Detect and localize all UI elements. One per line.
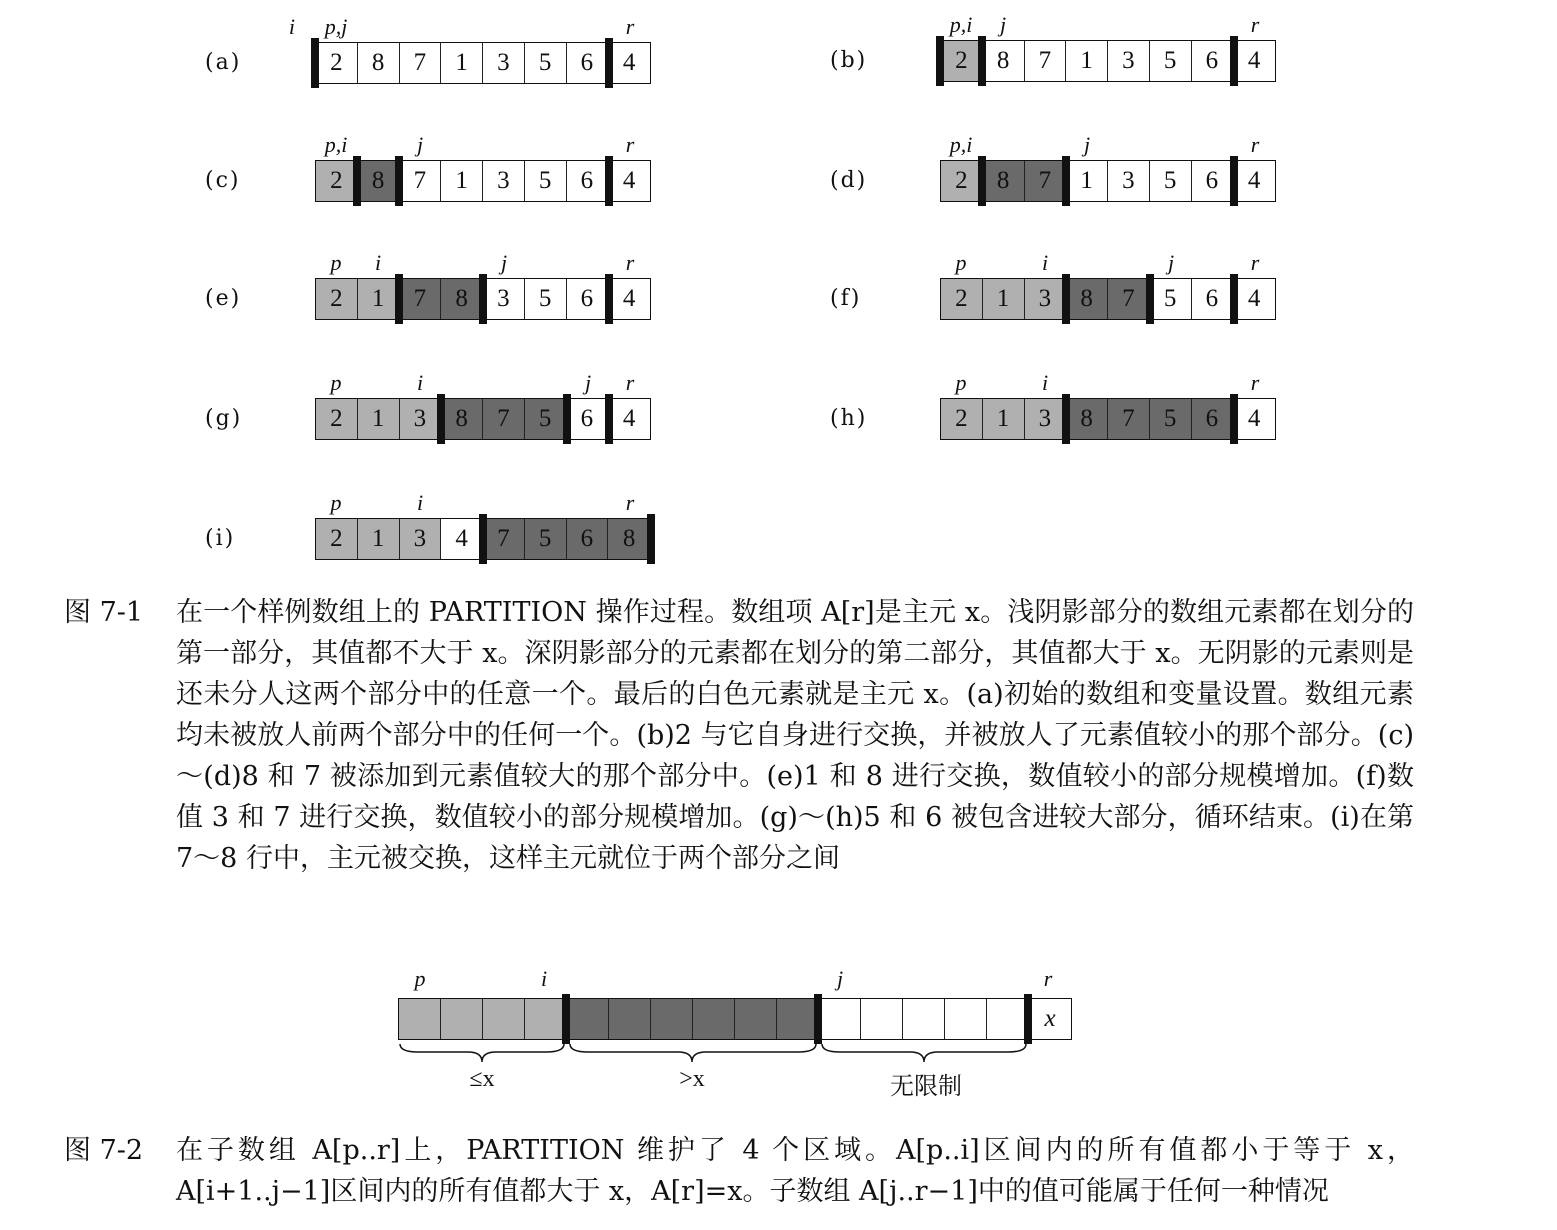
divider-bar (353, 156, 361, 206)
array-cell: 4 (441, 519, 483, 559)
array-cell: 8 (358, 161, 400, 201)
divider-bar (395, 156, 403, 206)
pointer-label: i (288, 14, 295, 39)
divider-bar (1062, 156, 1070, 206)
pointer-label: r (625, 370, 635, 395)
divider-bar (311, 38, 319, 88)
array-cell: 8 (608, 519, 650, 559)
array (315, 42, 651, 84)
pointer-label: p (330, 370, 342, 395)
region-gt-cell (609, 999, 651, 1039)
region-unrestricted-cell (819, 999, 861, 1039)
array-cell: 8 (1066, 399, 1108, 439)
array-cell: 6 (567, 43, 609, 83)
pointer-label: i (416, 370, 424, 395)
divider-bar (562, 994, 570, 1044)
divider-bar (1146, 274, 1154, 324)
array-cell: 4 (1233, 399, 1275, 439)
array-cell: 3 (400, 519, 442, 559)
array-cell: 8 (358, 43, 400, 83)
pointer-label: p,i (324, 132, 348, 157)
pointer-label: p,i (949, 132, 973, 157)
pointer-label: i (416, 490, 424, 515)
pointer-label: r (1250, 370, 1260, 395)
array-cell: 5 (525, 399, 567, 439)
panel-b (830, 12, 1290, 122)
array-cell: 3 (400, 399, 442, 439)
brace-le (400, 1044, 564, 1062)
pointer-label: p,j (324, 14, 348, 39)
pointer-r: r (1043, 966, 1053, 991)
divider-bar (605, 38, 613, 88)
caption-number: 图 7-1 (64, 597, 144, 628)
panel-label: (h) (830, 406, 868, 431)
array-cell: 3 (483, 279, 525, 319)
divider-bar (978, 156, 986, 206)
divider-bar (605, 156, 613, 206)
pointer-label: p (955, 370, 967, 395)
array-cell: 2 (941, 41, 983, 81)
array-cell: 5 (525, 279, 567, 319)
array-cell: 8 (983, 161, 1025, 201)
array-cell: 3 (1025, 279, 1067, 319)
divider-bar (1230, 156, 1238, 206)
brace-unrestricted (822, 1044, 1026, 1062)
array-cell: 1 (1066, 161, 1108, 201)
panel-label: (a) (205, 50, 242, 75)
pointer-label: i (1041, 250, 1049, 275)
caption-text: 在一个样例数组上的 PARTITION 操作过程。数组项 A[r]是主元 x。浅阴影部分的数组元素都在划分的第一部分，其值都不大于 x。深阴影部分的元素都在划分的第二部分，其值都大于 x。无阴影的元素则是还未分人这两个部分中的任意一个。最后的白色元素就是主元 x。(a)初始的数组和变量设置。数组元素均未被放人前两个部分中的任何一个。(b)2 与它自身进行交换，并被放人了元素值较小的那个部分。(c)～(d)8 和 7 被添加到元素值较大的那个部分中。(e)1 和 8 进行交换，数值较小的部分规模增加。(f)数值 3 和 7 进行交换，数值较小的部分规模增加。(g)～(h)5 和 6 被包含进较大部分，循环结束。(i)在第 7～8 行中，主元被交换，这样主元就位于两个部分之间 (176, 597, 1414, 874)
pointer-label: r (625, 490, 635, 515)
array-cell: 3 (1025, 399, 1067, 439)
array-cell: 5 (525, 161, 567, 201)
divider-bar (1062, 274, 1070, 324)
array-cell: 5 (1150, 399, 1192, 439)
array-cell: 4 (1233, 41, 1275, 81)
divider-bar (479, 274, 487, 324)
region-le-cell (441, 999, 483, 1039)
panel-label: (c) (205, 168, 241, 193)
divider-bar (1230, 394, 1238, 444)
region-le-cell (399, 999, 441, 1039)
array-cell: 6 (567, 161, 609, 201)
array-cell: 8 (441, 279, 483, 319)
brace-gt (570, 1044, 816, 1062)
pointer-label: j (1167, 250, 1175, 275)
panel-label: (d) (830, 168, 868, 193)
array-cell: 6 (567, 519, 609, 559)
pointer-label: r (1250, 12, 1260, 37)
array-cell: 2 (316, 399, 358, 439)
figure-7-2 (398, 966, 1078, 1106)
pointer-label: j (1083, 132, 1091, 157)
pointer-label: r (625, 14, 635, 39)
array-cell: 5 (1150, 279, 1192, 319)
array-cell: 7 (1108, 399, 1150, 439)
region-unrestricted-cell (903, 999, 945, 1039)
pointer-label: r (625, 250, 635, 275)
pointer-label: i (374, 250, 382, 275)
region-unrestricted-cell (945, 999, 987, 1039)
array-cell: 4 (1233, 279, 1275, 319)
caption-text: 在子数组 A[p..r]上，PARTITION 维护了 4 个区域。A[p..i]区间内的所有值都小于等于 x，A[i+1..j−1]区间内的所有值都大于 x，A[r]=x。子数组 A[j..r−1]中的值可能属于任何一种情况 (176, 1135, 1414, 1207)
array-cell: 7 (483, 399, 525, 439)
panel-label: (f) (830, 286, 862, 311)
array-cell: 3 (483, 43, 525, 83)
pointer-label: p,i (949, 12, 973, 37)
array-cell: 6 (1192, 41, 1234, 81)
array-cell: 2 (941, 399, 983, 439)
panel-a (205, 14, 665, 124)
region-label-gt: >x (679, 1066, 705, 1092)
divider-bar (647, 514, 655, 564)
divider-bar (395, 274, 403, 324)
array-cell: 7 (1025, 41, 1067, 81)
divider-bar (978, 36, 986, 86)
partition-array (398, 998, 1072, 1040)
divider-bar (814, 994, 822, 1044)
panel-label: (e) (205, 286, 242, 311)
array (940, 278, 1276, 320)
region-braces (398, 1042, 1078, 1072)
array-cell: 8 (441, 399, 483, 439)
array-cell: 7 (1025, 161, 1067, 201)
pivot-cell: x (1029, 999, 1071, 1039)
array (940, 398, 1276, 440)
region-gt-cell (777, 999, 819, 1039)
array-cell: 7 (400, 161, 442, 201)
array-cell: 4 (1233, 161, 1275, 201)
array (940, 40, 1276, 82)
pointer-label: i (1041, 370, 1049, 395)
array-cell: 1 (983, 399, 1025, 439)
divider-bar (1024, 994, 1032, 1044)
pointer-label: r (1250, 250, 1260, 275)
array-cell: 1 (358, 519, 400, 559)
array-cell: 3 (1108, 161, 1150, 201)
array-cell: 1 (441, 161, 483, 201)
array-cell: 5 (1150, 161, 1192, 201)
array-cell: 7 (400, 279, 442, 319)
array-cell: 2 (316, 43, 358, 83)
panel-c (205, 132, 665, 242)
pointer-j: j (836, 966, 844, 991)
array (315, 160, 651, 202)
region-gt-cell (651, 999, 693, 1039)
array-cell: 6 (1192, 279, 1234, 319)
array-cell: 8 (1066, 279, 1108, 319)
array-cell: 2 (316, 161, 358, 201)
pointer-label: p (330, 250, 342, 275)
array-cell: 1 (983, 279, 1025, 319)
array-cell: 1 (1066, 41, 1108, 81)
array-cell: 7 (483, 519, 525, 559)
array-cell: 4 (608, 161, 650, 201)
region-gt-cell (567, 999, 609, 1039)
region-gt-cell (735, 999, 777, 1039)
array-cell: 6 (1192, 161, 1234, 201)
region-label-le: ≤x (469, 1066, 495, 1092)
pointer-label: p (955, 250, 967, 275)
divider-bar (479, 514, 487, 564)
array-cell: 5 (1150, 41, 1192, 81)
region-le-cell (483, 999, 525, 1039)
pointer-label: j (416, 132, 424, 157)
array-cell: 7 (1108, 279, 1150, 319)
region-unrestricted-cell (987, 999, 1029, 1039)
region-unrestricted-cell (861, 999, 903, 1039)
pointer-label: j (584, 370, 592, 395)
array (315, 398, 651, 440)
divider-bar (1230, 274, 1238, 324)
array-cell: 1 (358, 279, 400, 319)
array-cell: 1 (358, 399, 400, 439)
divider-bar (605, 274, 613, 324)
divider-bar (605, 394, 613, 444)
panel-g (205, 370, 665, 480)
panel-label: (i) (205, 526, 236, 551)
pointer-label: r (625, 132, 635, 157)
divider-bar (437, 394, 445, 444)
array-cell: 6 (567, 279, 609, 319)
array-cell: 4 (608, 43, 650, 83)
pointer-label: j (500, 250, 508, 275)
array-cell: 6 (1192, 399, 1234, 439)
array-cell: 2 (941, 279, 983, 319)
region-le-cell (525, 999, 567, 1039)
pointer-i: i (540, 966, 548, 991)
array-cell: 2 (316, 519, 358, 559)
array-cell: 6 (567, 399, 609, 439)
array (940, 160, 1276, 202)
pointer-label: j (999, 12, 1007, 37)
panel-f (830, 250, 1290, 360)
panel-label: (b) (830, 48, 868, 73)
pointer-label: p (330, 490, 342, 515)
divider-bar (1230, 36, 1238, 86)
array-cell: 2 (941, 161, 983, 201)
region-label-unrestricted: 无限制 (890, 1072, 962, 1100)
divider-bar (563, 394, 571, 444)
region-gt-cell (693, 999, 735, 1039)
array-cell: 3 (1108, 41, 1150, 81)
divider-bar (1062, 394, 1070, 444)
panel-h (830, 370, 1290, 480)
panel-label: (g) (205, 406, 243, 431)
pointer-p: p (414, 966, 426, 991)
array-cell: 4 (608, 279, 650, 319)
array-cell: 1 (441, 43, 483, 83)
array-cell: 8 (983, 41, 1025, 81)
array-cell: 7 (400, 43, 442, 83)
panel-e (205, 250, 665, 360)
divider-bar (936, 36, 944, 86)
array-cell: 5 (525, 43, 567, 83)
caption-number: 图 7-2 (64, 1135, 144, 1166)
panel-d (830, 132, 1290, 242)
array-cell: 3 (483, 161, 525, 201)
panel-i (205, 490, 665, 600)
array-cell: 2 (316, 279, 358, 319)
array-cell: 4 (608, 399, 650, 439)
array-cell: 5 (525, 519, 567, 559)
pointer-label: r (1250, 132, 1260, 157)
